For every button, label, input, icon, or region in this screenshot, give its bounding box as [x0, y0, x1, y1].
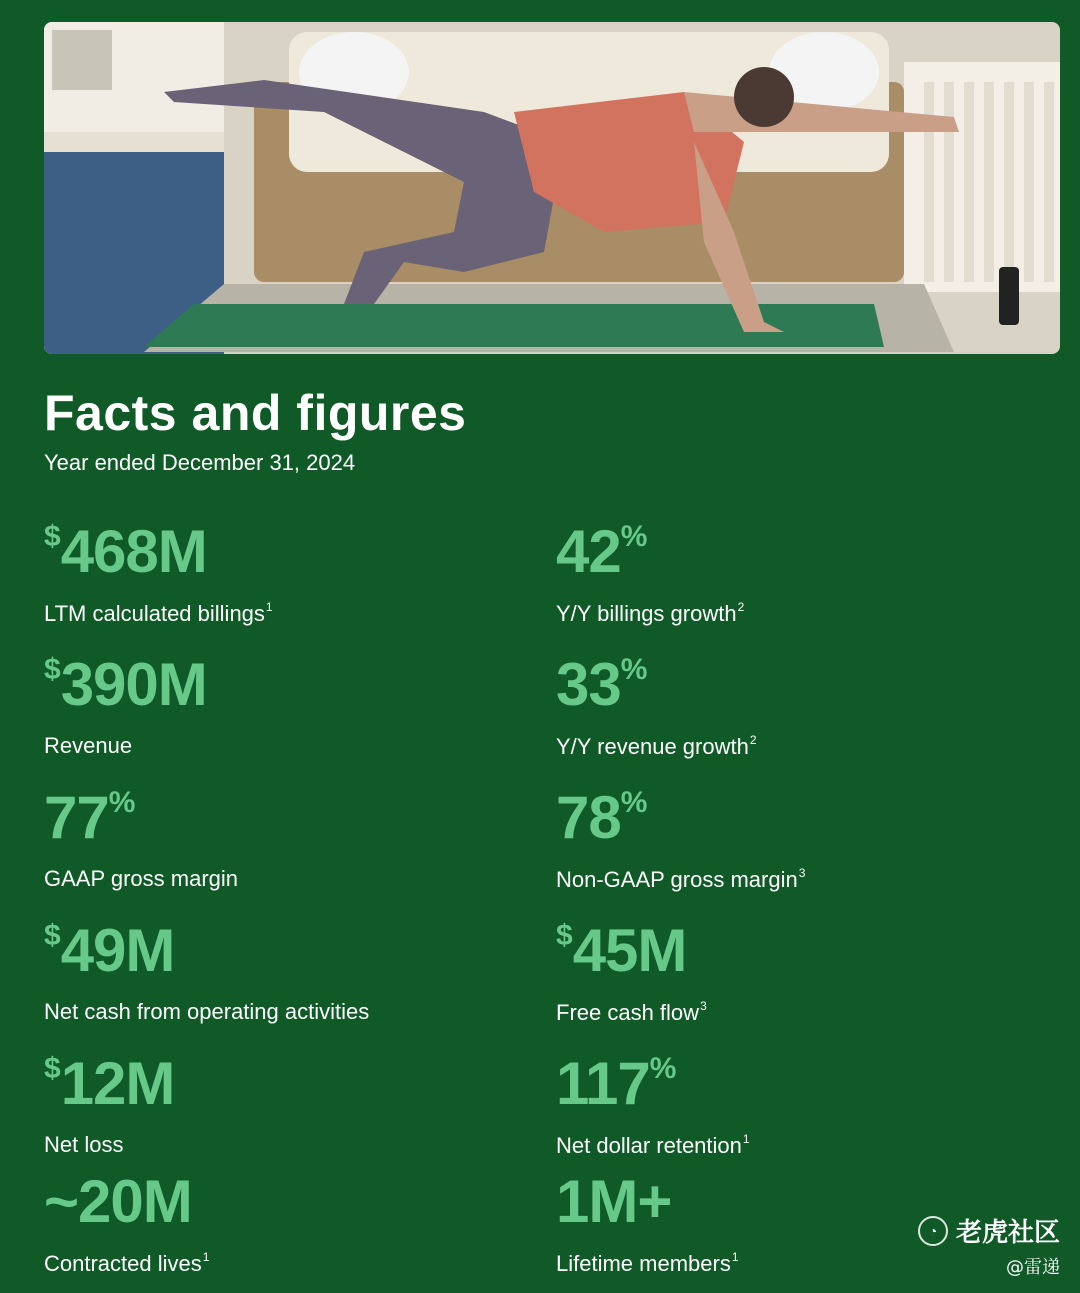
footnote-marker: 1	[742, 1132, 750, 1146]
page-subtitle: Year ended December 31, 2024	[44, 450, 356, 475]
stat-label-text: Net dollar retention	[556, 1133, 742, 1158]
footnote-marker: 1	[202, 1250, 210, 1264]
footnote-marker: 3	[700, 999, 707, 1013]
stat-label	[556, 999, 1036, 1026]
stat-label-text: Contracted lives	[44, 1251, 202, 1276]
stat-label-text: Non-GAAP gross margin	[556, 867, 798, 892]
stat-block	[556, 904, 1036, 1026]
stat-value	[44, 505, 524, 584]
stat-number: 45M	[572, 917, 687, 984]
stat-label	[44, 1132, 524, 1158]
stat-value	[44, 638, 524, 717]
stat-label-text: Net cash from operating activities	[44, 999, 370, 1024]
stat-number: 468M	[60, 518, 207, 585]
stat-number: 117	[556, 1050, 650, 1117]
percent-symbol: %	[620, 786, 648, 819]
stat-value	[44, 771, 524, 850]
footnote-marker: 2	[749, 733, 757, 747]
stat-label-text: LTM calculated billings	[44, 601, 265, 626]
stat-value	[44, 1037, 524, 1116]
stat-block	[44, 904, 524, 1025]
page-title: Facts and figures	[44, 385, 467, 441]
stat-label-text: Net loss	[44, 1132, 124, 1157]
stat-label-text: Revenue	[44, 733, 133, 758]
stat-label	[44, 600, 524, 627]
stat-label-text: GAAP gross margin	[44, 866, 239, 891]
stat-label-text: Y/Y billings growth	[556, 601, 737, 626]
stat-value	[556, 505, 1036, 584]
percent-symbol: %	[620, 653, 648, 686]
watermark-brand: 老虎社区	[955, 1218, 1060, 1248]
stat-value	[556, 904, 1036, 983]
stat-label-text: Lifetime members	[556, 1251, 731, 1276]
stat-number: 390M	[60, 651, 207, 718]
stat-block	[556, 1037, 1036, 1159]
percent-symbol: %	[620, 520, 648, 553]
stat-block	[44, 1037, 524, 1158]
stat-value	[44, 1170, 524, 1234]
tiger-logo-icon: ◔	[918, 1216, 948, 1246]
stat-value	[556, 638, 1036, 717]
stat-label	[44, 866, 524, 892]
stat-block	[556, 771, 1036, 893]
stat-number: 42	[556, 518, 621, 585]
stat-label	[44, 1250, 524, 1277]
stat-label	[556, 866, 1036, 893]
stat-number: 1M+	[556, 1168, 672, 1235]
stat-value	[556, 1037, 1036, 1116]
stat-number: 77	[44, 784, 109, 851]
hero-photo	[44, 22, 1060, 354]
percent-symbol: %	[649, 1052, 677, 1085]
watermark	[918, 1212, 1060, 1279]
stat-block	[556, 505, 1036, 627]
stat-number: 49M	[60, 917, 175, 984]
stat-number: ~20M	[44, 1168, 192, 1235]
stat-block	[44, 1170, 524, 1277]
percent-symbol: %	[108, 786, 136, 819]
stat-number: 12M	[60, 1050, 175, 1117]
currency-symbol: $	[556, 919, 573, 952]
footnote-marker: 1	[265, 600, 273, 614]
stat-label-text: Y/Y revenue growth	[556, 734, 749, 759]
currency-symbol: $	[44, 653, 61, 686]
stat-value	[556, 771, 1036, 850]
stat-label	[556, 733, 1036, 760]
footnote-marker: 1	[731, 1250, 739, 1264]
stat-label-text: Free cash flow	[556, 1000, 700, 1025]
stat-block	[44, 638, 524, 759]
stat-block	[556, 638, 1036, 760]
stat-label	[44, 733, 524, 759]
stat-block	[44, 771, 524, 892]
stat-number: 78	[556, 784, 621, 851]
stat-value	[44, 904, 524, 983]
watermark-handle: @雷递	[1006, 1257, 1060, 1278]
stat-number: 33	[556, 651, 621, 718]
currency-symbol: $	[44, 1052, 61, 1085]
stat-label	[556, 1132, 1036, 1159]
footnote-marker: 3	[798, 866, 806, 880]
footnote-marker: 2	[737, 600, 745, 614]
stat-label	[44, 999, 524, 1025]
currency-symbol: $	[44, 520, 61, 553]
stat-block	[44, 505, 524, 627]
currency-symbol: $	[44, 919, 61, 952]
stat-label	[556, 600, 1036, 627]
